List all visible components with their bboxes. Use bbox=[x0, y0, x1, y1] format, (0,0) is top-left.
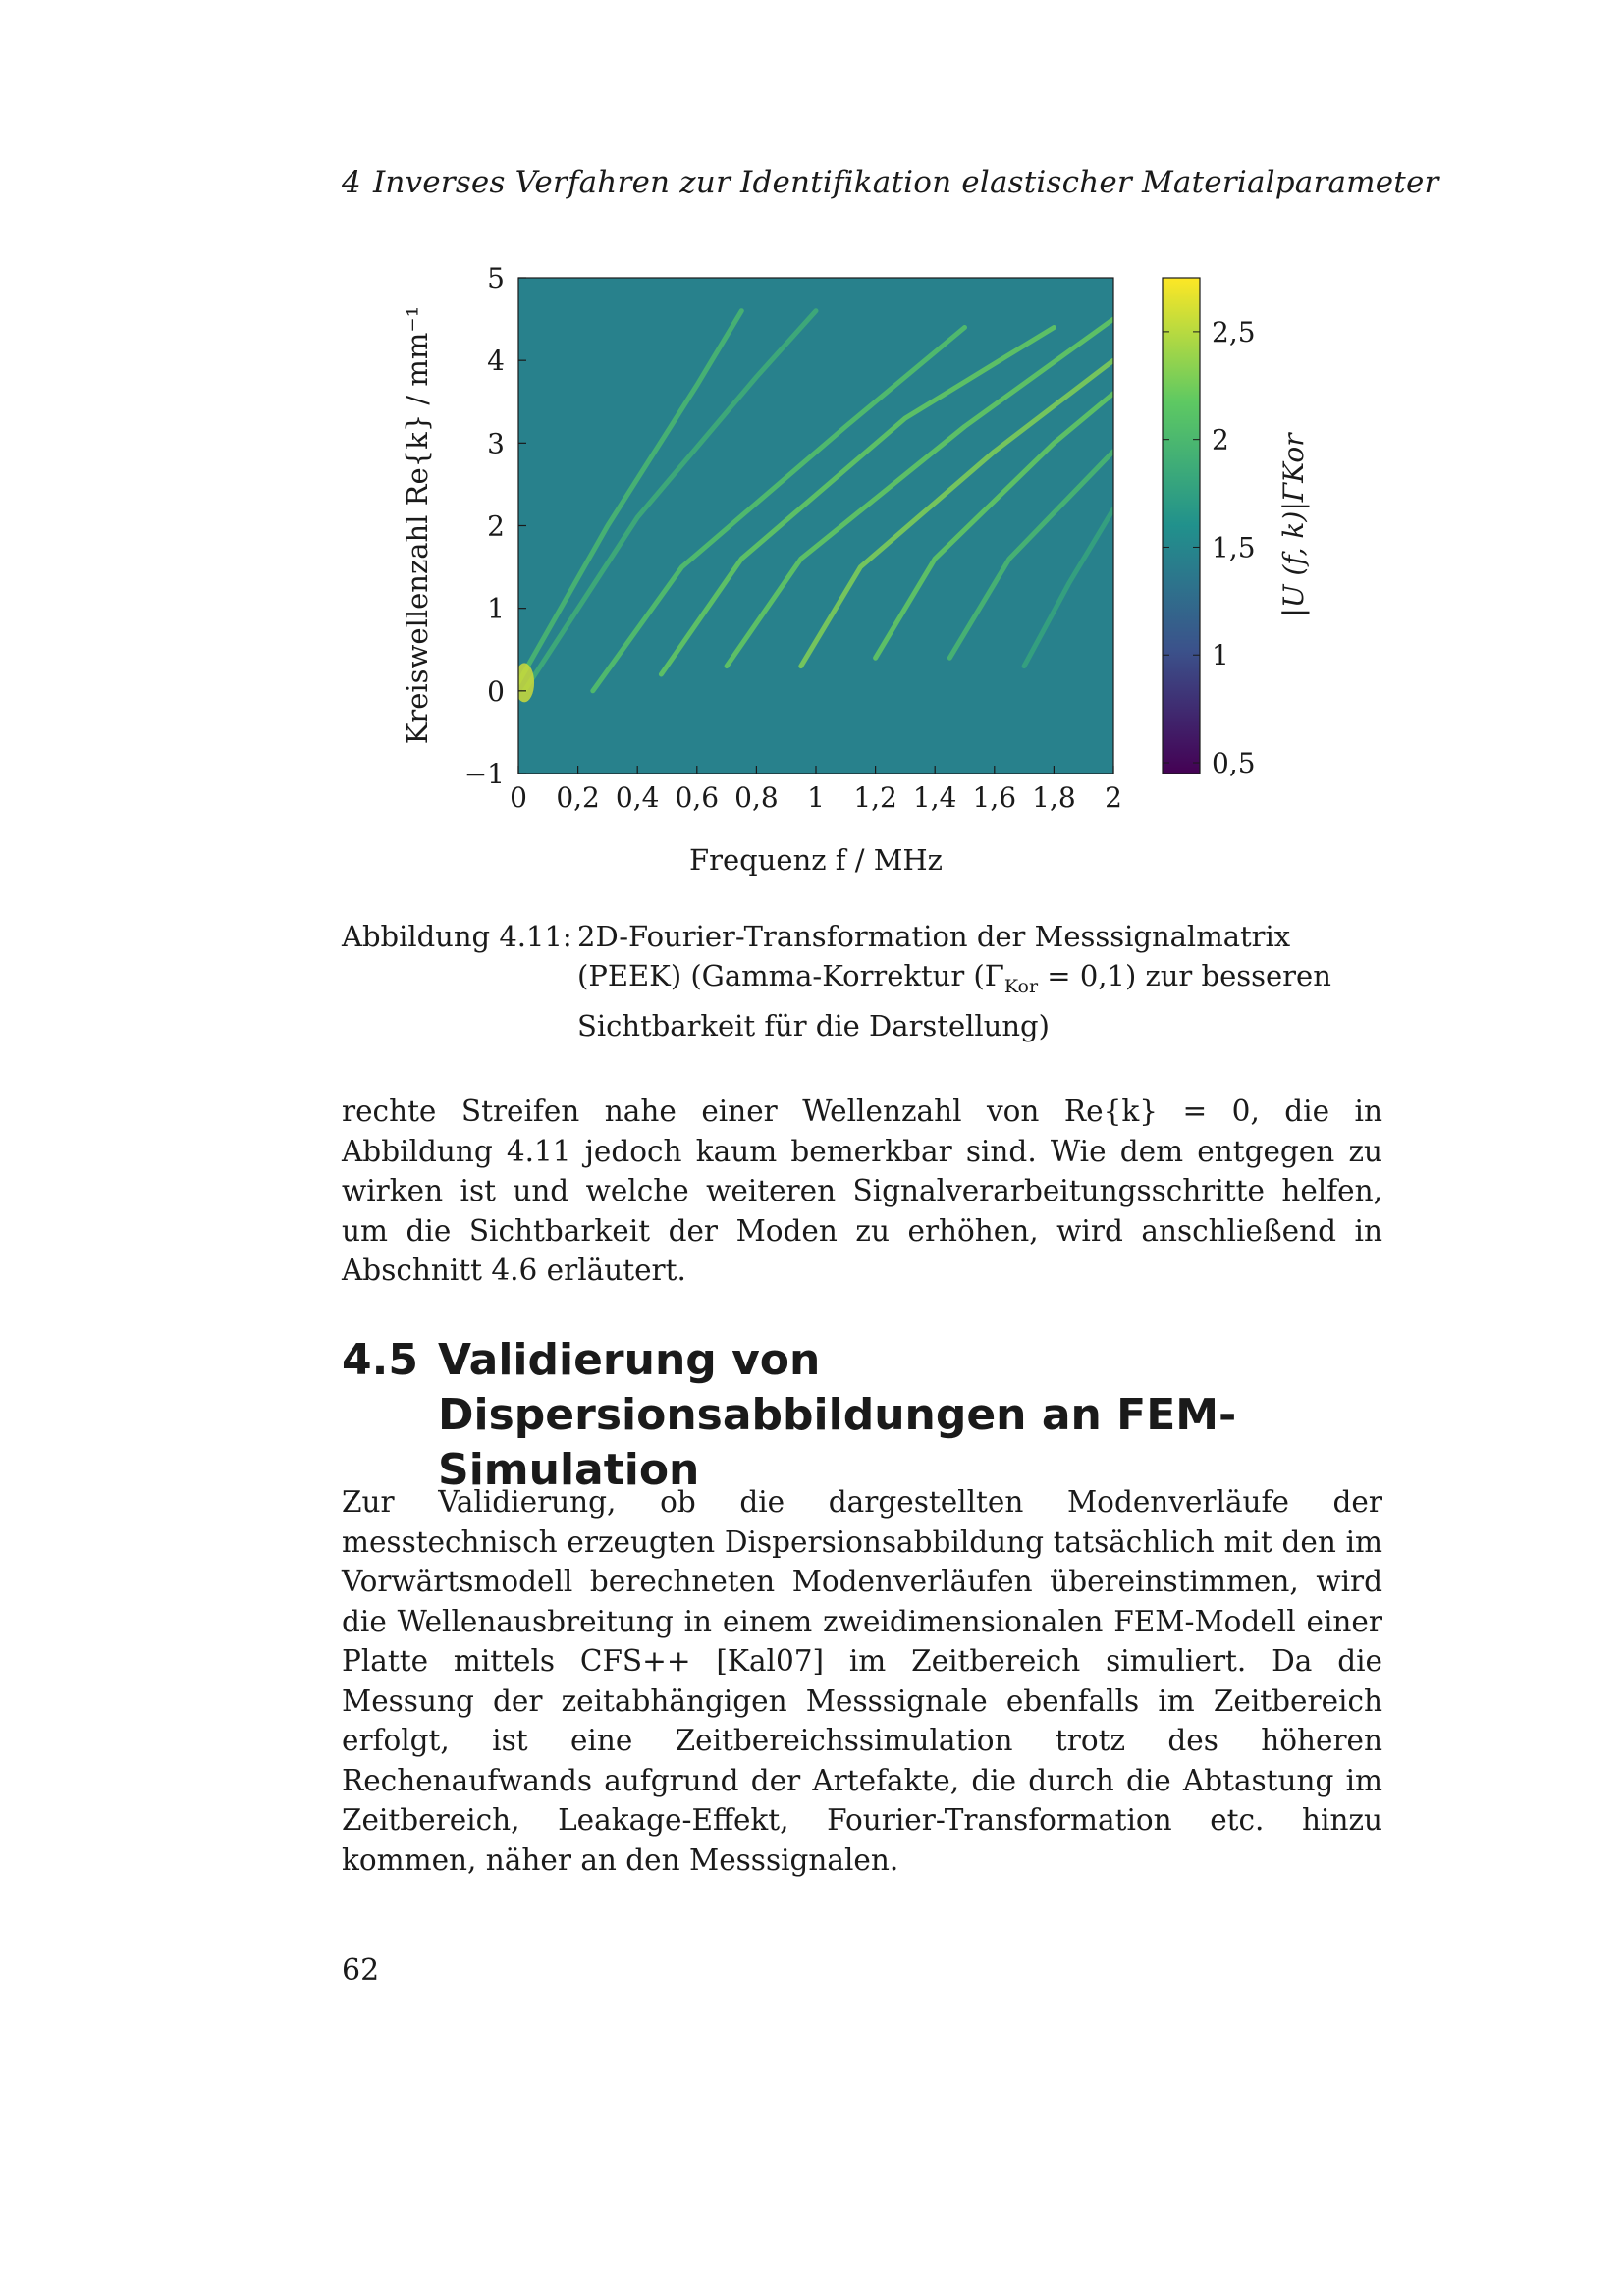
x-tick-label: 0,6 bbox=[675, 781, 720, 814]
colorbar-label: |U (f, k)|ΓKor bbox=[1277, 433, 1310, 617]
x-tick-label: 0,8 bbox=[734, 781, 779, 814]
y-tick-label: 0 bbox=[487, 674, 505, 708]
page-number: 62 bbox=[342, 1953, 380, 1988]
x-tick-label: 0,2 bbox=[556, 781, 600, 814]
chapter-number: 4 bbox=[342, 165, 361, 200]
y-tick-label: −1 bbox=[463, 758, 505, 790]
caption-label: Abbildung 4.11: bbox=[342, 920, 572, 953]
body-paragraph-1: rechte Streifen nahe einer Wellenzahl von Re{k} = 0, die in Abbildung 4.11 jedoch kaum bemerkbar sind. Wie dem entgegen zu wirken ist und welche weiteren Signalverarbeitungsschritte helfen, um die Sichtbarkeit der Moden zu erhöhen, wird anschließend in Abschnitt 4.6 erläutert. bbox=[342, 1095, 1382, 1287]
x-tick-label: 1,4 bbox=[912, 781, 957, 814]
y-tick-label: 2 bbox=[487, 509, 505, 543]
heatmap-plot-area bbox=[514, 278, 1113, 774]
colorbar-tick-label: 2 bbox=[1212, 423, 1229, 456]
colorbar bbox=[1163, 278, 1200, 774]
x-tick-label: 0,4 bbox=[615, 781, 660, 814]
caption-text-2: = 0,1) zur besseren Sichtbarkeit für die Darstellung) bbox=[577, 959, 1331, 1042]
y-tick-label: 5 bbox=[487, 262, 505, 294]
caption-subscript: Kor bbox=[1003, 975, 1039, 997]
caption-text bbox=[577, 917, 1382, 1045]
low-frequency-hotspot bbox=[514, 663, 534, 702]
colorbar-tick-label: 1,5 bbox=[1212, 531, 1256, 564]
y-axis-ticks bbox=[464, 262, 526, 790]
y-tick-label: 3 bbox=[487, 427, 505, 460]
colorbar-tick-label: 0,5 bbox=[1212, 747, 1256, 780]
chapter-title: Inverses Verfahren zur Identifikation elastischer Materialparameter bbox=[372, 165, 1439, 200]
x-tick-label: 1 bbox=[807, 781, 825, 814]
section-number: 4.5 bbox=[342, 1335, 418, 1385]
caption-text-1: 2D-Fourier-Transformation der Messsignalmatrix (PEEK) (Gamma-Korrektur (Γ bbox=[577, 920, 1291, 992]
body-paragraph-2: Zur Validierung, ob die dargestellten Modenverläufe der messtechnisch erzeugten Dispersionsabbildung tatsächlich mit den im Vorwärtsmodell berechneten Modenverläufen übereinstimmen, wird die Wellenausbreitung in einem zweidimensionalen FEM-Modell einer Platte mittels CFS++ [Kal07] im Zeitbereich simuliert. Da die Messung der zeitabhängigen Messsignale ebenfalls im Zeitbereich erfolgt, ist eine Zeitbereichssimulation trotz des höheren Rechenaufwands aufgrund der Artefakte, die durch die Abtastung im Zeitbereich, Leakage-Effekt, Fourier-Transformation etc. hinzu kommen, näher an den Messsignalen. bbox=[342, 1485, 1382, 1877]
running-head bbox=[342, 165, 1439, 200]
y-tick-label: 4 bbox=[487, 345, 505, 378]
colorbar-tick-label: 1 bbox=[1212, 639, 1229, 672]
x-tick-label: 1,8 bbox=[1032, 781, 1076, 814]
x-tick-label: 1,6 bbox=[972, 781, 1017, 814]
section-title: Validierung von Dispersionsabbildungen an FEM-Simulation bbox=[438, 1335, 1237, 1495]
x-tick-label: 1,2 bbox=[853, 781, 897, 814]
x-tick-label: 0 bbox=[510, 781, 527, 814]
x-axis-label: Frequenz f / MHz bbox=[689, 843, 943, 877]
y-axis-label: Kreiswellenzahl Re{k} / mm⁻¹ bbox=[401, 305, 434, 745]
dispersion-heatmap-figure bbox=[373, 257, 1355, 885]
y-tick-label: 1 bbox=[487, 592, 505, 625]
colorbar-tick-label: 2,5 bbox=[1212, 315, 1256, 348]
x-tick-label: 2 bbox=[1105, 781, 1122, 814]
